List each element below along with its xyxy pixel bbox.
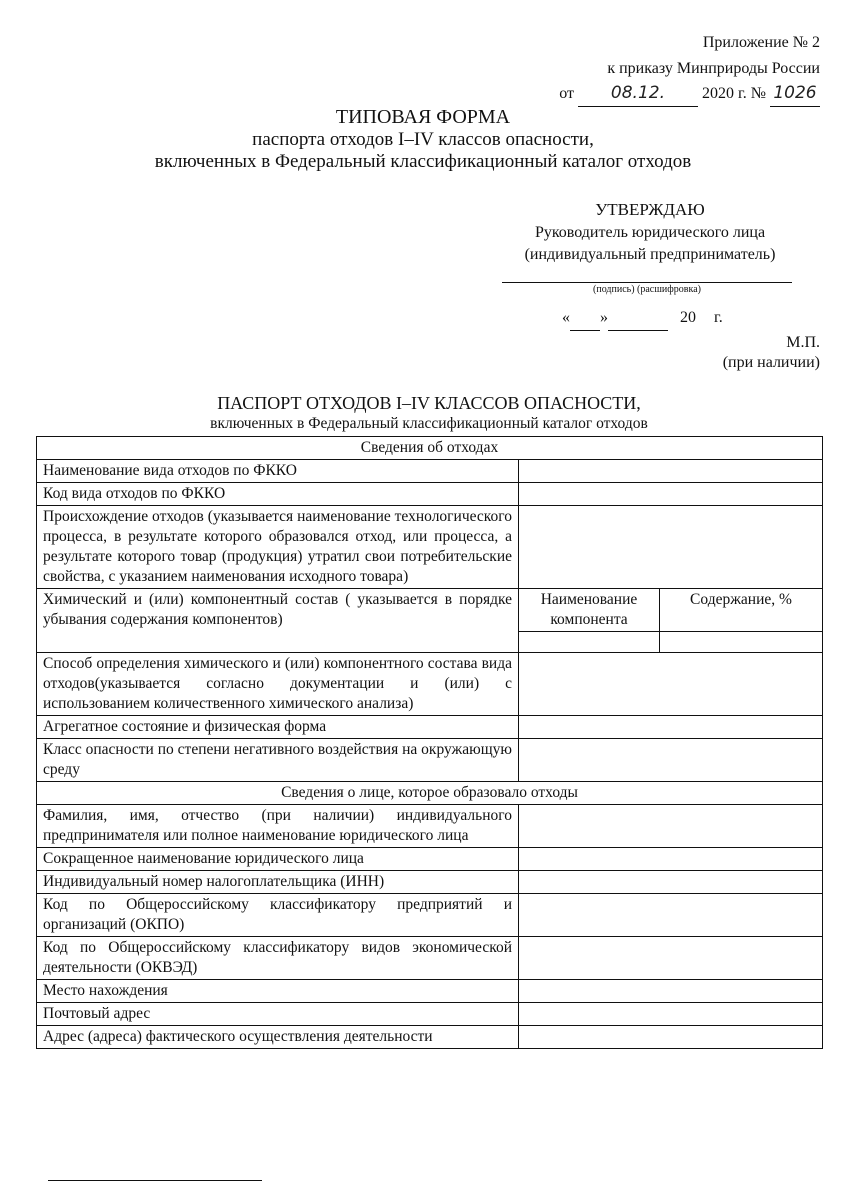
section-title-producer: Сведения о лице, которое образовало отходы xyxy=(37,782,823,805)
value-cell-method[interactable] xyxy=(519,653,823,716)
composition-content-cell[interactable] xyxy=(660,632,823,653)
table-row xyxy=(37,716,823,739)
footnote-divider xyxy=(48,1180,262,1181)
value-cell-fkko-code[interactable] xyxy=(519,483,823,506)
value-cell-activity-address[interactable] xyxy=(519,1026,823,1049)
row-label-activity-address: Адрес (адреса) фактического осуществления деятельности xyxy=(37,1026,519,1049)
annex-from-label: от xyxy=(559,85,574,102)
row-label-short-name: Сокращенное наименование юридического лица xyxy=(37,848,519,871)
value-cell-full-name[interactable] xyxy=(519,805,823,848)
table-row xyxy=(37,739,823,782)
row-label-fkko-code: Код вида отходов по ФККО xyxy=(37,483,519,506)
composition-col-content-header: Содержание, % xyxy=(660,589,823,632)
value-cell-location[interactable] xyxy=(519,980,823,1003)
annex-year-text: 2020 г. № xyxy=(701,85,766,102)
table-row xyxy=(37,1003,823,1026)
approval-role-alt: (индивидуальный предприниматель) xyxy=(524,246,776,263)
annex-line-1: Приложение № 2 xyxy=(702,34,820,51)
value-cell-postal-address[interactable] xyxy=(519,1003,823,1026)
value-cell-short-name[interactable] xyxy=(519,848,823,871)
annex-line-2: к приказу Минприроды России xyxy=(607,60,820,77)
approval-year: 20 xyxy=(680,309,696,326)
table-row xyxy=(37,483,823,506)
approval-month-blank xyxy=(608,306,668,331)
approval-day-blank xyxy=(570,306,600,331)
row-label-state: Агрегатное состояние и физическая форма xyxy=(37,716,519,739)
approval-date xyxy=(562,306,723,331)
approval-date-open: « xyxy=(562,309,570,326)
approval-heading: УТВЕРЖДАЮ xyxy=(595,200,705,219)
table-row xyxy=(37,871,823,894)
table-row xyxy=(37,937,823,980)
section-header-producer xyxy=(37,782,823,805)
table-row xyxy=(37,848,823,871)
value-cell-hazard-class[interactable] xyxy=(519,739,823,782)
value-cell-origin[interactable] xyxy=(519,506,823,589)
section-header-waste xyxy=(37,437,823,460)
stamp-label: М.П. xyxy=(786,334,820,351)
signature-line xyxy=(502,282,792,283)
composition-name-cell[interactable] xyxy=(519,632,660,653)
row-label-origin: Происхождение отходов (указывается наименование технологического процесса, в результате которого образовался отход, или процесса, а результате которого товар (продукция) утратил свои потребительские свойства, с указанием наименования исходного товара) xyxy=(37,506,519,589)
table-row xyxy=(37,1026,823,1049)
value-cell-state[interactable] xyxy=(519,716,823,739)
row-label-postal-address: Почтовый адрес xyxy=(37,1003,519,1026)
row-label-okved: Код по Общероссийскому классификатору видов экономической деятельности (ОКВЭД) xyxy=(37,937,519,980)
form-subtitle-1: паспорта отходов I–IV классов опасности, xyxy=(252,129,594,150)
value-cell-inn[interactable] xyxy=(519,871,823,894)
row-label-okpo: Код по Общероссийскому классификатору предприятий и организаций (ОКПО) xyxy=(37,894,519,937)
section-title-waste: Сведения об отходах xyxy=(37,437,823,460)
approval-date-close: » xyxy=(600,309,608,326)
approval-role: Руководитель юридического лица xyxy=(534,224,766,241)
value-cell-okved[interactable] xyxy=(519,937,823,980)
composition-col-name-header: Наименование компонента xyxy=(519,589,660,632)
approval-year-suffix: г. xyxy=(714,309,723,326)
form-subtitle-2: включенных в Федеральный классификационный каталог отходов xyxy=(154,151,692,172)
table-row xyxy=(37,980,823,1003)
row-label-location: Место нахождения xyxy=(37,980,519,1003)
row-label-composition: Химический и (или) компонентный состав ( указывается в порядке убывания содержания компонентов) xyxy=(37,589,519,653)
passport-table xyxy=(36,436,823,1049)
annex-date-handwritten: 08.12. xyxy=(578,80,698,107)
passport-subtitle: включенных в Федеральный классификационный каталог отходов xyxy=(210,415,648,432)
table-row xyxy=(37,589,823,632)
value-cell-okpo[interactable] xyxy=(519,894,823,937)
table-row xyxy=(37,460,823,483)
row-label-method: Способ определения химического и (или) компонентного состава вида отходов(указывается согласно документации и (или) с использованием количественного химического анализа) xyxy=(37,653,519,716)
table-row xyxy=(37,805,823,848)
row-label-full-name: Фамилия, имя, отчество (при наличии) индивидуального предпринимателя или полное наименование юридического лица xyxy=(37,805,519,848)
stamp-note: (при наличии) xyxy=(722,354,820,371)
row-label-fkko-name: Наименование вида отходов по ФККО xyxy=(37,460,519,483)
passport-title: ПАСПОРТ ОТХОДОВ I–IV КЛАССОВ ОПАСНОСТИ, xyxy=(217,393,641,413)
annex-date-line xyxy=(559,80,820,107)
value-cell-fkko-name[interactable] xyxy=(519,460,823,483)
table-row xyxy=(37,894,823,937)
annex-number-handwritten: 1026 xyxy=(770,80,820,107)
row-label-inn: Индивидуальный номер налогоплательщика (ИНН) xyxy=(37,871,519,894)
table-row xyxy=(37,653,823,716)
row-label-hazard-class: Класс опасности по степени негативного воздействия на окружающую среду xyxy=(37,739,519,782)
form-title: ТИПОВАЯ ФОРМА xyxy=(335,106,511,128)
signature-hint: (подпись) (расшифровка) xyxy=(593,284,701,295)
table-row xyxy=(37,506,823,589)
